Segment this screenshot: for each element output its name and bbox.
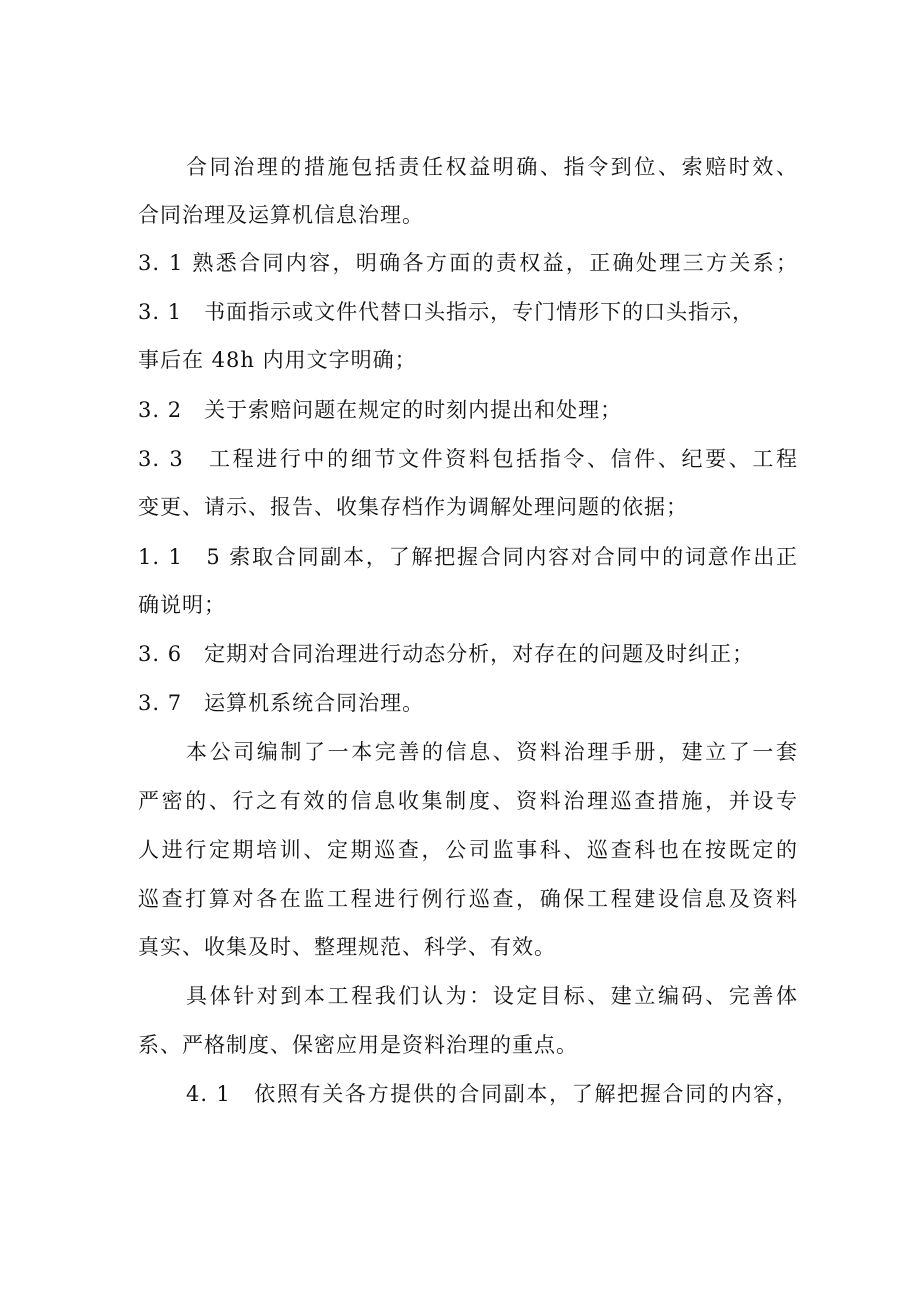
paragraph-line: 确说明；: [138, 593, 226, 617]
paragraph-line: 4. 1 依照有关各方提供的合同副本，了解把握合同的内容，: [186, 1082, 798, 1106]
paragraph-line: 本公司编制了一本完善的信息、资料治理手册，建立了一套: [186, 740, 798, 764]
paragraph-line: 合同治理的措施包括责任权益明确、指令到位、索赔时效、: [186, 155, 798, 179]
paragraph-line: 1. 1 5 索取合同副本，了解把握合同内容对合同中的词意作出正: [138, 545, 798, 569]
paragraph-line: 巡查打算对各在监工程进行例行巡查，确保工程建设信息及资料: [138, 887, 798, 911]
paragraph-line: 真实、收集及时、整理规范、科学、有效。: [138, 935, 556, 959]
paragraph-line: 系、严格制度、保密应用是资料治理的重点。: [138, 1033, 578, 1057]
paragraph-line: 3. 2 关于索赔问题在规定的时刻内提出和处理；: [138, 398, 623, 422]
paragraph-line: 3. 3 工程进行中的细节文件资料包括指令、信件、纪要、工程: [138, 447, 798, 471]
paragraph-line: 3. 6 定期对合同治理进行动态分析，对存在的问题及时纠正；: [138, 642, 755, 666]
paragraph-line: 3. 1 熟悉合同内容，明确各方面的责权益，正确处理三方关系；: [138, 251, 798, 275]
paragraph-line: 变更、请示、报告、收集存档作为调解处理问题的依据；: [138, 495, 688, 519]
paragraph-line: 3. 1 书面指示或文件代替口头指示，专门情形下的口头指示，: [138, 300, 755, 324]
paragraph-line: 人进行定期培训、定期巡查，公司监事科、巡查科也在按既定的: [138, 838, 798, 862]
paragraph-line: 具体针对到本工程我们认为：设定目标、建立编码、完善体: [186, 984, 798, 1008]
paragraph-line: 3. 7 运算机系统合同治理。: [138, 691, 425, 715]
paragraph-line: 事后在 48h 内用文字明确；: [138, 348, 417, 372]
paragraph-line: 严密的、行之有效的信息收集制度、资料治理巡查措施，并设专: [138, 789, 798, 813]
paragraph-line: 合同治理及运算机信息治理。: [138, 203, 424, 227]
